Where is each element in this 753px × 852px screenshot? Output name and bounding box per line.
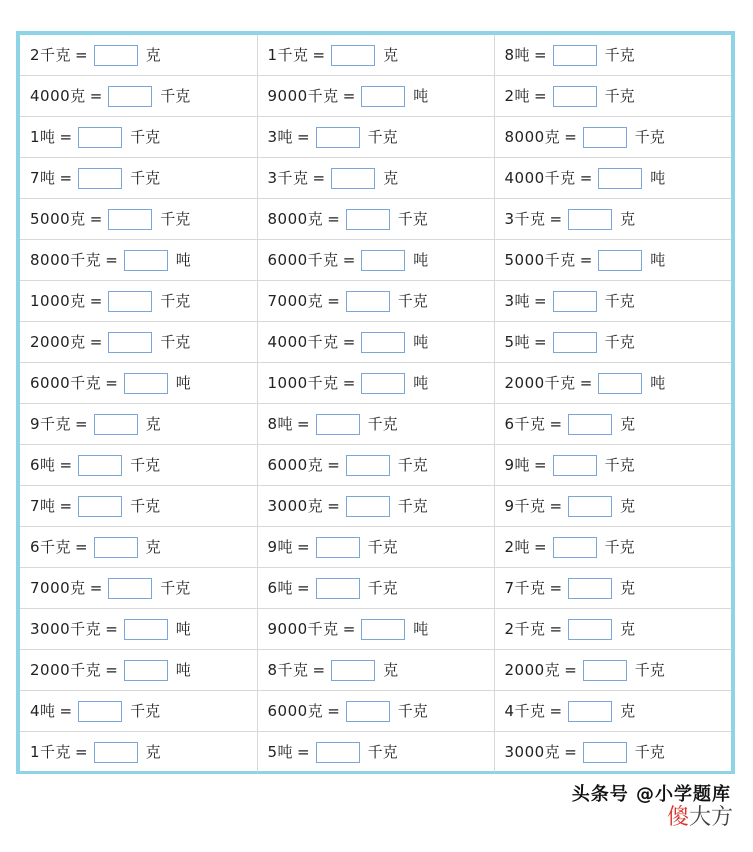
problem-cell	[494, 650, 731, 691]
problem-cell	[494, 486, 731, 527]
problem-cell	[257, 158, 494, 199]
equals-sign: =	[342, 374, 356, 392]
answer-box[interactable]	[568, 496, 612, 517]
problem-quantity: 8吨	[267, 415, 294, 433]
answer-box[interactable]	[361, 86, 405, 107]
answer-box[interactable]	[553, 537, 597, 558]
equals-sign: =	[564, 661, 577, 679]
equals-sign: =	[342, 251, 356, 269]
target-unit: 克	[620, 210, 636, 228]
problem-cell	[257, 322, 494, 363]
table-row	[20, 732, 731, 773]
equals-sign: =	[534, 87, 547, 105]
target-unit: 吨	[413, 374, 429, 392]
problem-cell	[20, 445, 257, 486]
problem-cell	[257, 445, 494, 486]
answer-box[interactable]	[568, 619, 612, 640]
answer-box[interactable]	[583, 660, 627, 681]
table-row	[20, 281, 731, 322]
problem-quantity: 6千克	[504, 415, 546, 433]
equals-sign: =	[297, 743, 310, 761]
answer-box[interactable]	[568, 578, 612, 599]
problem-quantity: 3000克	[504, 743, 561, 761]
problem-quantity: 2吨	[504, 87, 531, 105]
target-unit: 千克	[634, 743, 665, 761]
answer-box[interactable]	[78, 455, 122, 476]
answer-box[interactable]	[583, 127, 627, 148]
problem-cell	[494, 527, 731, 568]
problem-quantity: 8吨	[504, 46, 531, 64]
equals-sign: =	[89, 292, 103, 310]
target-unit: 千克	[130, 169, 161, 187]
problem-cell	[257, 240, 494, 281]
target-unit: 克	[383, 169, 399, 187]
answer-box[interactable]	[553, 86, 597, 107]
target-unit: 千克	[604, 333, 635, 351]
answer-box[interactable]	[78, 127, 122, 148]
table-row	[20, 199, 731, 240]
target-unit: 吨	[413, 87, 429, 105]
equals-sign: =	[59, 456, 73, 474]
problem-cell	[257, 35, 494, 76]
target-unit: 千克	[367, 415, 398, 433]
target-unit: 千克	[604, 46, 635, 64]
problem-cell	[20, 240, 257, 281]
equals-sign: =	[59, 702, 73, 720]
equals-sign: =	[105, 620, 118, 638]
target-unit: 吨	[413, 251, 429, 269]
target-unit: 克	[145, 743, 161, 761]
equals-sign: =	[312, 169, 326, 187]
problem-cell	[20, 117, 257, 158]
target-unit: 千克	[367, 128, 398, 146]
equals-sign: =	[89, 579, 103, 597]
answer-box[interactable]	[108, 291, 152, 312]
target-unit: 克	[620, 579, 636, 597]
problem-quantity: 6000千克	[30, 374, 102, 392]
table-row	[20, 240, 731, 281]
target-unit: 吨	[175, 251, 191, 269]
target-unit: 千克	[604, 538, 635, 556]
equals-sign: =	[327, 210, 340, 228]
table-row	[20, 76, 731, 117]
problem-quantity: 5000千克	[504, 251, 576, 269]
table-row	[20, 527, 731, 568]
problem-quantity: 9千克	[504, 497, 546, 515]
answer-box[interactable]	[361, 250, 405, 271]
equals-sign: =	[327, 497, 340, 515]
problem-quantity: 8000克	[267, 210, 324, 228]
problem-quantity: 1千克	[267, 46, 309, 64]
problem-quantity: 6000克	[267, 702, 324, 720]
problem-cell	[20, 281, 257, 322]
equals-sign: =	[327, 456, 340, 474]
problem-quantity: 9吨	[267, 538, 294, 556]
problem-quantity: 9000千克	[267, 620, 339, 638]
target-unit: 千克	[397, 497, 428, 515]
equals-sign: =	[549, 620, 563, 638]
target-unit: 千克	[160, 579, 191, 597]
answer-box[interactable]	[78, 701, 122, 722]
target-unit: 千克	[604, 292, 635, 310]
problem-quantity: 7000克	[30, 579, 86, 597]
answer-box[interactable]	[316, 578, 360, 599]
problem-cell	[20, 363, 257, 404]
problem-cell	[494, 691, 731, 732]
problem-cell	[257, 568, 494, 609]
equals-sign: =	[312, 46, 326, 64]
equals-sign: =	[579, 374, 593, 392]
target-unit: 千克	[604, 87, 635, 105]
problem-quantity: 9千克	[30, 415, 72, 433]
problem-quantity: 3000千克	[30, 620, 102, 638]
problem-quantity: 7千克	[504, 579, 546, 597]
target-unit: 克	[620, 620, 636, 638]
equals-sign: =	[549, 579, 563, 597]
answer-box[interactable]	[553, 455, 597, 476]
problem-quantity: 5吨	[504, 333, 531, 351]
table-row	[20, 117, 731, 158]
table-row	[20, 322, 731, 363]
problem-cell	[20, 691, 257, 732]
problem-cell	[257, 609, 494, 650]
problem-quantity: 6千克	[30, 538, 72, 556]
target-unit: 千克	[397, 456, 428, 474]
problem-cell	[257, 527, 494, 568]
target-unit: 千克	[397, 210, 428, 228]
problem-cell	[494, 240, 731, 281]
target-unit: 吨	[413, 333, 429, 351]
equals-sign: =	[312, 661, 326, 679]
equals-sign: =	[297, 128, 310, 146]
problem-cell	[494, 568, 731, 609]
target-unit: 克	[383, 661, 399, 679]
equals-sign: =	[579, 169, 593, 187]
table-row	[20, 691, 731, 732]
problem-cell	[20, 568, 257, 609]
problem-cell	[257, 281, 494, 322]
problem-cell	[20, 404, 257, 445]
problem-quantity: 8000千克	[30, 251, 102, 269]
problem-cell	[257, 363, 494, 404]
target-unit: 千克	[130, 456, 161, 474]
target-unit: 吨	[175, 620, 191, 638]
answer-box[interactable]	[124, 660, 168, 681]
answer-box[interactable]	[598, 373, 642, 394]
target-unit: 克	[383, 46, 399, 64]
target-unit: 吨	[650, 251, 666, 269]
problem-quantity: 6000克	[267, 456, 324, 474]
answer-box[interactable]	[108, 578, 152, 599]
answer-box[interactable]	[78, 496, 122, 517]
answer-box[interactable]	[94, 742, 138, 763]
equals-sign: =	[564, 743, 577, 761]
equals-sign: =	[297, 579, 310, 597]
problem-quantity: 1000克	[30, 292, 86, 310]
table-row	[20, 486, 731, 527]
target-unit: 千克	[634, 128, 665, 146]
problem-quantity: 2000克	[30, 333, 86, 351]
answer-box[interactable]	[346, 209, 390, 230]
target-unit: 克	[620, 415, 636, 433]
problem-cell	[257, 199, 494, 240]
equals-sign: =	[297, 538, 310, 556]
problem-cell	[20, 732, 257, 773]
table-row	[20, 650, 731, 691]
target-unit: 千克	[130, 497, 161, 515]
equals-sign: =	[75, 415, 88, 433]
problem-quantity: 2000千克	[504, 374, 576, 392]
problem-quantity: 9吨	[504, 456, 531, 474]
answer-box[interactable]	[331, 660, 375, 681]
target-unit: 克	[620, 497, 636, 515]
table-row	[20, 404, 731, 445]
problem-quantity: 2千克	[30, 46, 72, 64]
problem-quantity: 4千克	[504, 702, 546, 720]
target-unit: 千克	[397, 292, 428, 310]
target-unit: 吨	[175, 661, 191, 679]
answer-box[interactable]	[108, 209, 152, 230]
equals-sign: =	[75, 46, 88, 64]
answer-box[interactable]	[553, 45, 597, 66]
equals-sign: =	[105, 251, 118, 269]
problem-cell	[257, 691, 494, 732]
watermark-logo	[667, 800, 733, 831]
equals-sign: =	[549, 702, 563, 720]
equals-sign: =	[342, 620, 356, 638]
worksheet	[16, 31, 735, 774]
equals-sign: =	[534, 333, 547, 351]
equals-sign: =	[564, 128, 577, 146]
equals-sign: =	[105, 374, 118, 392]
answer-box[interactable]	[316, 742, 360, 763]
target-unit: 千克	[367, 579, 398, 597]
equals-sign: =	[534, 456, 547, 474]
target-unit: 克	[145, 46, 161, 64]
problem-quantity: 1000千克	[267, 374, 339, 392]
problem-quantity: 1吨	[30, 128, 56, 146]
answer-box[interactable]	[553, 291, 597, 312]
equals-sign: =	[327, 292, 340, 310]
target-unit: 吨	[650, 374, 666, 392]
target-unit: 千克	[397, 702, 428, 720]
answer-box[interactable]	[108, 332, 152, 353]
answer-box[interactable]	[361, 619, 405, 640]
answer-box[interactable]	[553, 332, 597, 353]
problem-cell	[494, 445, 731, 486]
table-row	[20, 363, 731, 404]
problem-quantity: 3吨	[504, 292, 531, 310]
problem-cell	[257, 650, 494, 691]
problem-quantity: 7000克	[267, 292, 324, 310]
answer-box[interactable]	[346, 496, 390, 517]
equals-sign: =	[342, 87, 356, 105]
watermark-part2: 大方	[688, 805, 733, 830]
problem-cell	[494, 76, 731, 117]
table-row	[20, 568, 731, 609]
problem-cell	[257, 486, 494, 527]
problem-cell	[494, 117, 731, 158]
problem-cell	[20, 486, 257, 527]
problem-quantity: 2吨	[504, 538, 531, 556]
target-unit: 千克	[634, 661, 665, 679]
target-unit: 千克	[160, 292, 191, 310]
equals-sign: =	[89, 210, 103, 228]
answer-box[interactable]	[316, 537, 360, 558]
problem-cell	[257, 404, 494, 445]
answer-box[interactable]	[124, 373, 168, 394]
answer-box[interactable]	[94, 414, 138, 435]
target-unit: 千克	[604, 456, 635, 474]
answer-box[interactable]	[568, 209, 612, 230]
answer-box[interactable]	[568, 414, 612, 435]
problem-quantity: 3千克	[267, 169, 309, 187]
problem-quantity: 4000千克	[504, 169, 576, 187]
problem-quantity: 6吨	[30, 456, 56, 474]
target-unit: 吨	[650, 169, 666, 187]
equals-sign: =	[342, 333, 356, 351]
problem-quantity: 6吨	[267, 579, 294, 597]
equals-sign: =	[89, 87, 103, 105]
watermark-part1: 傻	[666, 805, 689, 830]
answer-box[interactable]	[124, 250, 168, 271]
answer-box[interactable]	[316, 414, 360, 435]
problem-cell	[257, 76, 494, 117]
equals-sign: =	[579, 251, 593, 269]
problem-cell	[20, 199, 257, 240]
problem-cell	[494, 199, 731, 240]
footer-credit: 头条号 @小学题库	[571, 784, 731, 805]
answer-box[interactable]	[346, 291, 390, 312]
equals-sign: =	[534, 46, 547, 64]
answer-box[interactable]	[346, 455, 390, 476]
problem-cell	[494, 732, 731, 773]
problem-quantity: 4000千克	[267, 333, 339, 351]
problem-quantity: 3千克	[504, 210, 546, 228]
answer-box[interactable]	[568, 701, 612, 722]
problem-cell	[20, 158, 257, 199]
equals-sign: =	[549, 210, 563, 228]
problem-cell	[494, 35, 731, 76]
problem-cell	[20, 322, 257, 363]
problem-quantity: 4000克	[30, 87, 86, 105]
problem-quantity: 2000千克	[30, 661, 102, 679]
answer-box[interactable]	[331, 168, 375, 189]
equals-sign: =	[59, 169, 73, 187]
answer-box[interactable]	[331, 45, 375, 66]
target-unit: 吨	[175, 374, 191, 392]
problem-quantity: 4吨	[30, 702, 56, 720]
answer-box[interactable]	[361, 332, 405, 353]
equals-sign: =	[534, 538, 547, 556]
target-unit: 千克	[160, 87, 191, 105]
problem-quantity: 9000千克	[267, 87, 339, 105]
answer-box[interactable]	[346, 701, 390, 722]
equals-sign: =	[59, 497, 73, 515]
problem-cell	[257, 732, 494, 773]
problem-cell	[20, 35, 257, 76]
problem-quantity: 5吨	[267, 743, 294, 761]
equals-sign: =	[549, 415, 563, 433]
problem-cell	[494, 322, 731, 363]
problem-quantity: 1千克	[30, 743, 72, 761]
problem-cell	[20, 609, 257, 650]
target-unit: 千克	[367, 538, 398, 556]
problem-cell	[20, 76, 257, 117]
problem-cell	[257, 117, 494, 158]
problem-cell	[494, 404, 731, 445]
problem-quantity: 2千克	[504, 620, 546, 638]
equals-sign: =	[297, 415, 310, 433]
target-unit: 克	[145, 415, 161, 433]
table-row	[20, 35, 731, 76]
problem-quantity: 5000克	[30, 210, 86, 228]
equals-sign: =	[89, 333, 103, 351]
equals-sign: =	[75, 538, 88, 556]
conversion-table	[20, 35, 731, 772]
equals-sign: =	[534, 292, 547, 310]
answer-box[interactable]	[78, 168, 122, 189]
answer-box[interactable]	[598, 168, 642, 189]
answer-box[interactable]	[94, 45, 138, 66]
problem-cell	[20, 650, 257, 691]
answer-box[interactable]	[598, 250, 642, 271]
problem-quantity: 8千克	[267, 661, 309, 679]
problem-quantity: 7吨	[30, 497, 56, 515]
problem-quantity: 3000克	[267, 497, 324, 515]
problem-quantity: 6000千克	[267, 251, 339, 269]
answer-box[interactable]	[124, 619, 168, 640]
table-row	[20, 445, 731, 486]
problem-quantity: 7吨	[30, 169, 56, 187]
problem-quantity: 2000克	[504, 661, 561, 679]
target-unit: 千克	[130, 128, 161, 146]
answer-box[interactable]	[583, 742, 627, 763]
equals-sign: =	[549, 497, 563, 515]
target-unit: 千克	[160, 210, 191, 228]
answer-box[interactable]	[361, 373, 405, 394]
problem-quantity: 3吨	[267, 128, 294, 146]
answer-box[interactable]	[108, 86, 152, 107]
target-unit: 千克	[130, 702, 161, 720]
problem-cell	[494, 158, 731, 199]
target-unit: 千克	[160, 333, 191, 351]
problem-cell	[494, 609, 731, 650]
problem-cell	[494, 281, 731, 322]
target-unit: 克	[620, 702, 636, 720]
problem-cell	[20, 527, 257, 568]
target-unit: 吨	[413, 620, 429, 638]
equals-sign: =	[327, 702, 340, 720]
table-row	[20, 609, 731, 650]
target-unit: 克	[145, 538, 161, 556]
answer-box[interactable]	[316, 127, 360, 148]
answer-box[interactable]	[94, 537, 138, 558]
equals-sign: =	[75, 743, 88, 761]
target-unit: 千克	[367, 743, 398, 761]
problem-quantity: 8000克	[504, 128, 561, 146]
table-row	[20, 158, 731, 199]
equals-sign: =	[59, 128, 73, 146]
equals-sign: =	[105, 661, 118, 679]
problem-cell	[494, 363, 731, 404]
